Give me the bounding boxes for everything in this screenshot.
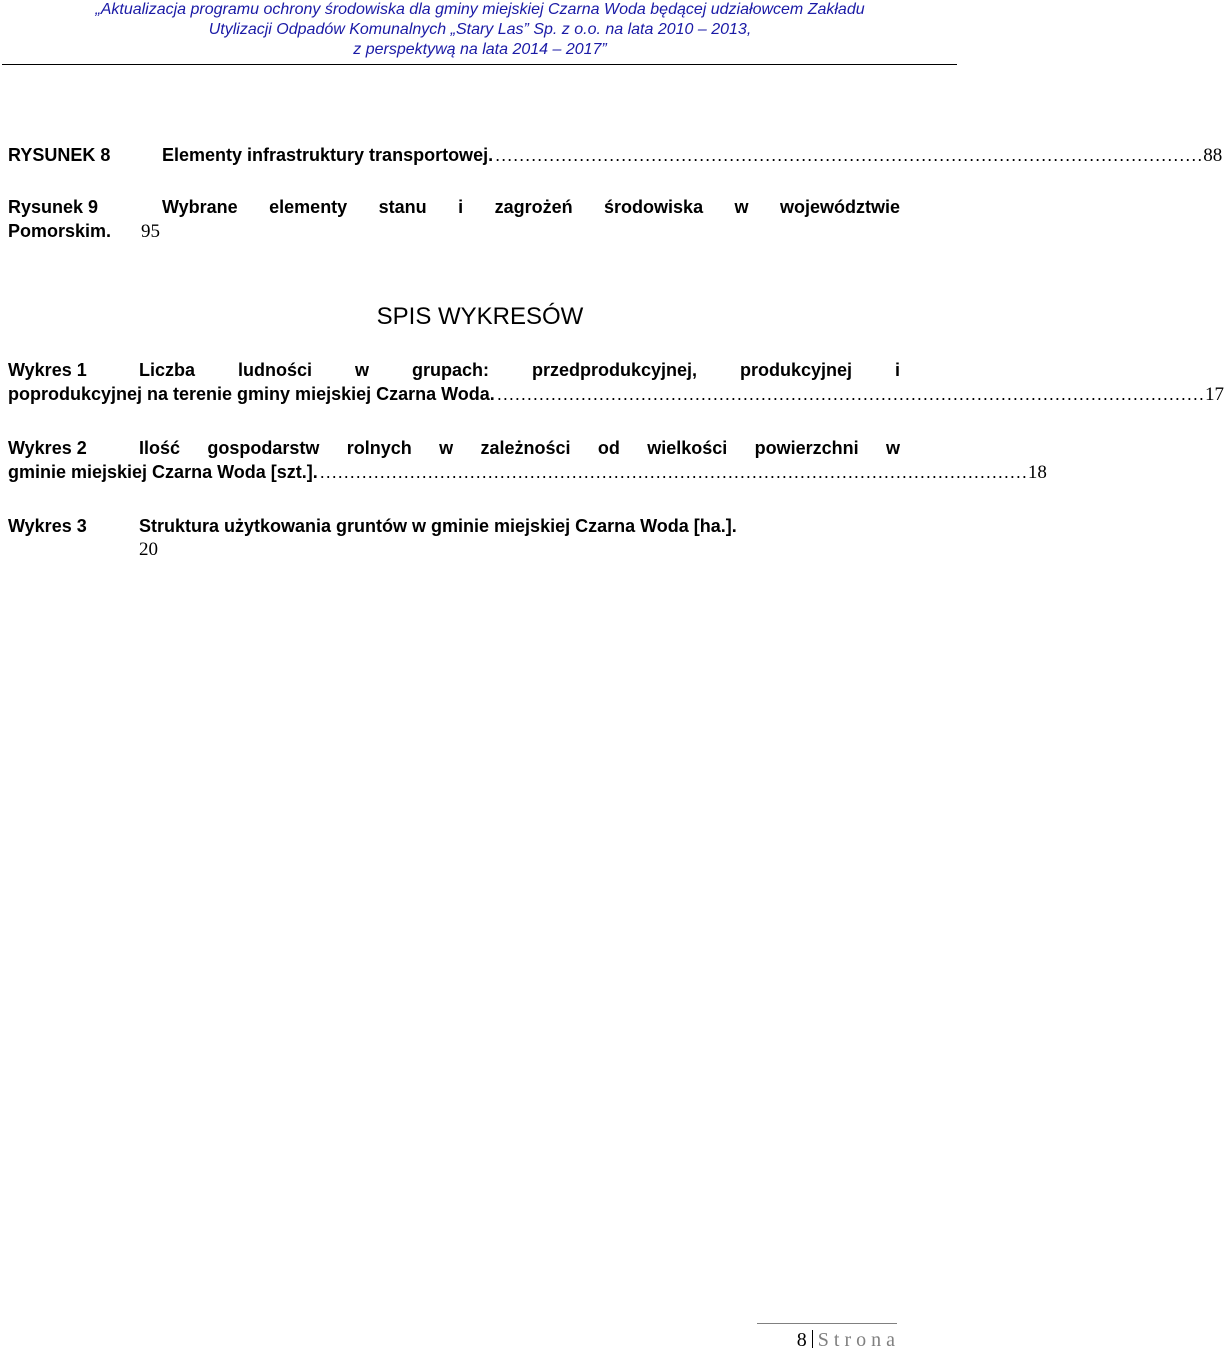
page-number: 17 (1204, 384, 1224, 405)
section-heading: SPIS WYKRESÓW (376, 303, 584, 330)
chart-label: Wykres 1 (8, 360, 87, 380)
page-number: 95 (141, 221, 161, 242)
figure-title-line-1: Wybrane elementy stanu i zagrożeń środowiska w województwie (162, 197, 900, 217)
header-line-3: z perspektywą na lata 2014 – 2017” (353, 41, 607, 58)
page-number: 20 (139, 539, 158, 560)
chart-entry-1[interactable] (8, 358, 1224, 407)
leader-dots: ...................................................................................................................... (319, 462, 1028, 482)
chart-label: Wykres 2 (8, 438, 87, 458)
page-footer (760, 1327, 900, 1353)
footer-divider (757, 1323, 897, 1324)
header-line-2: Utylizacji Odpadów Komunalnych „Stary Las” Sp. z o.o. na lata 2010 – 2013, (208, 21, 752, 38)
footer-separator (812, 1330, 813, 1348)
footer-page-number: 8 (796, 1329, 807, 1351)
chart-title-line-2: poprodukcyjnej na terenie gminy miejskiej Czarna Woda. (8, 384, 495, 404)
leader-dots: ...................................................................................................................... (496, 384, 1205, 404)
figure-label: RYSUNEK 8 (8, 145, 111, 165)
chart-title-line-1: Struktura użytkowania gruntów w gminie miejskiej Czarna Woda [ha.]. (139, 516, 737, 536)
chart-title-line-2: gminie miejskiej Czarna Woda [szt.]. (8, 462, 318, 482)
footer-page-word: Strona (817, 1329, 900, 1351)
leader-dots: ...................................................................................................................... (495, 145, 1204, 165)
figure-title: Elementy infrastruktury transportowej. (162, 145, 494, 165)
chart-label: Wykres 3 (8, 516, 87, 536)
header-divider (2, 64, 957, 65)
chart-entry-3[interactable] (8, 514, 900, 562)
figure-entry-8[interactable] (8, 143, 1223, 168)
chart-title-line-1: Ilość gospodarstw rolnych w zależności od wielkości powierzchni w (139, 438, 900, 458)
running-header (0, 0, 960, 60)
figure-title-line-2: Pomorskim. (8, 221, 112, 241)
header-line-1: „Aktualizacja programu ochrony środowiska dla gminy miejskiej Czarna Woda będącej udziałowcem Zakładu (95, 1, 865, 18)
figure-label: Rysunek 9 (8, 197, 99, 217)
page-number: 88 (1203, 145, 1223, 166)
chart-entry-2[interactable] (8, 436, 1047, 485)
figure-entry-9[interactable] (8, 195, 900, 244)
page-number: 18 (1027, 462, 1047, 483)
chart-title-line-1: Liczba ludności w grupach: przedprodukcyjnej, produkcyjnej i (139, 360, 900, 380)
